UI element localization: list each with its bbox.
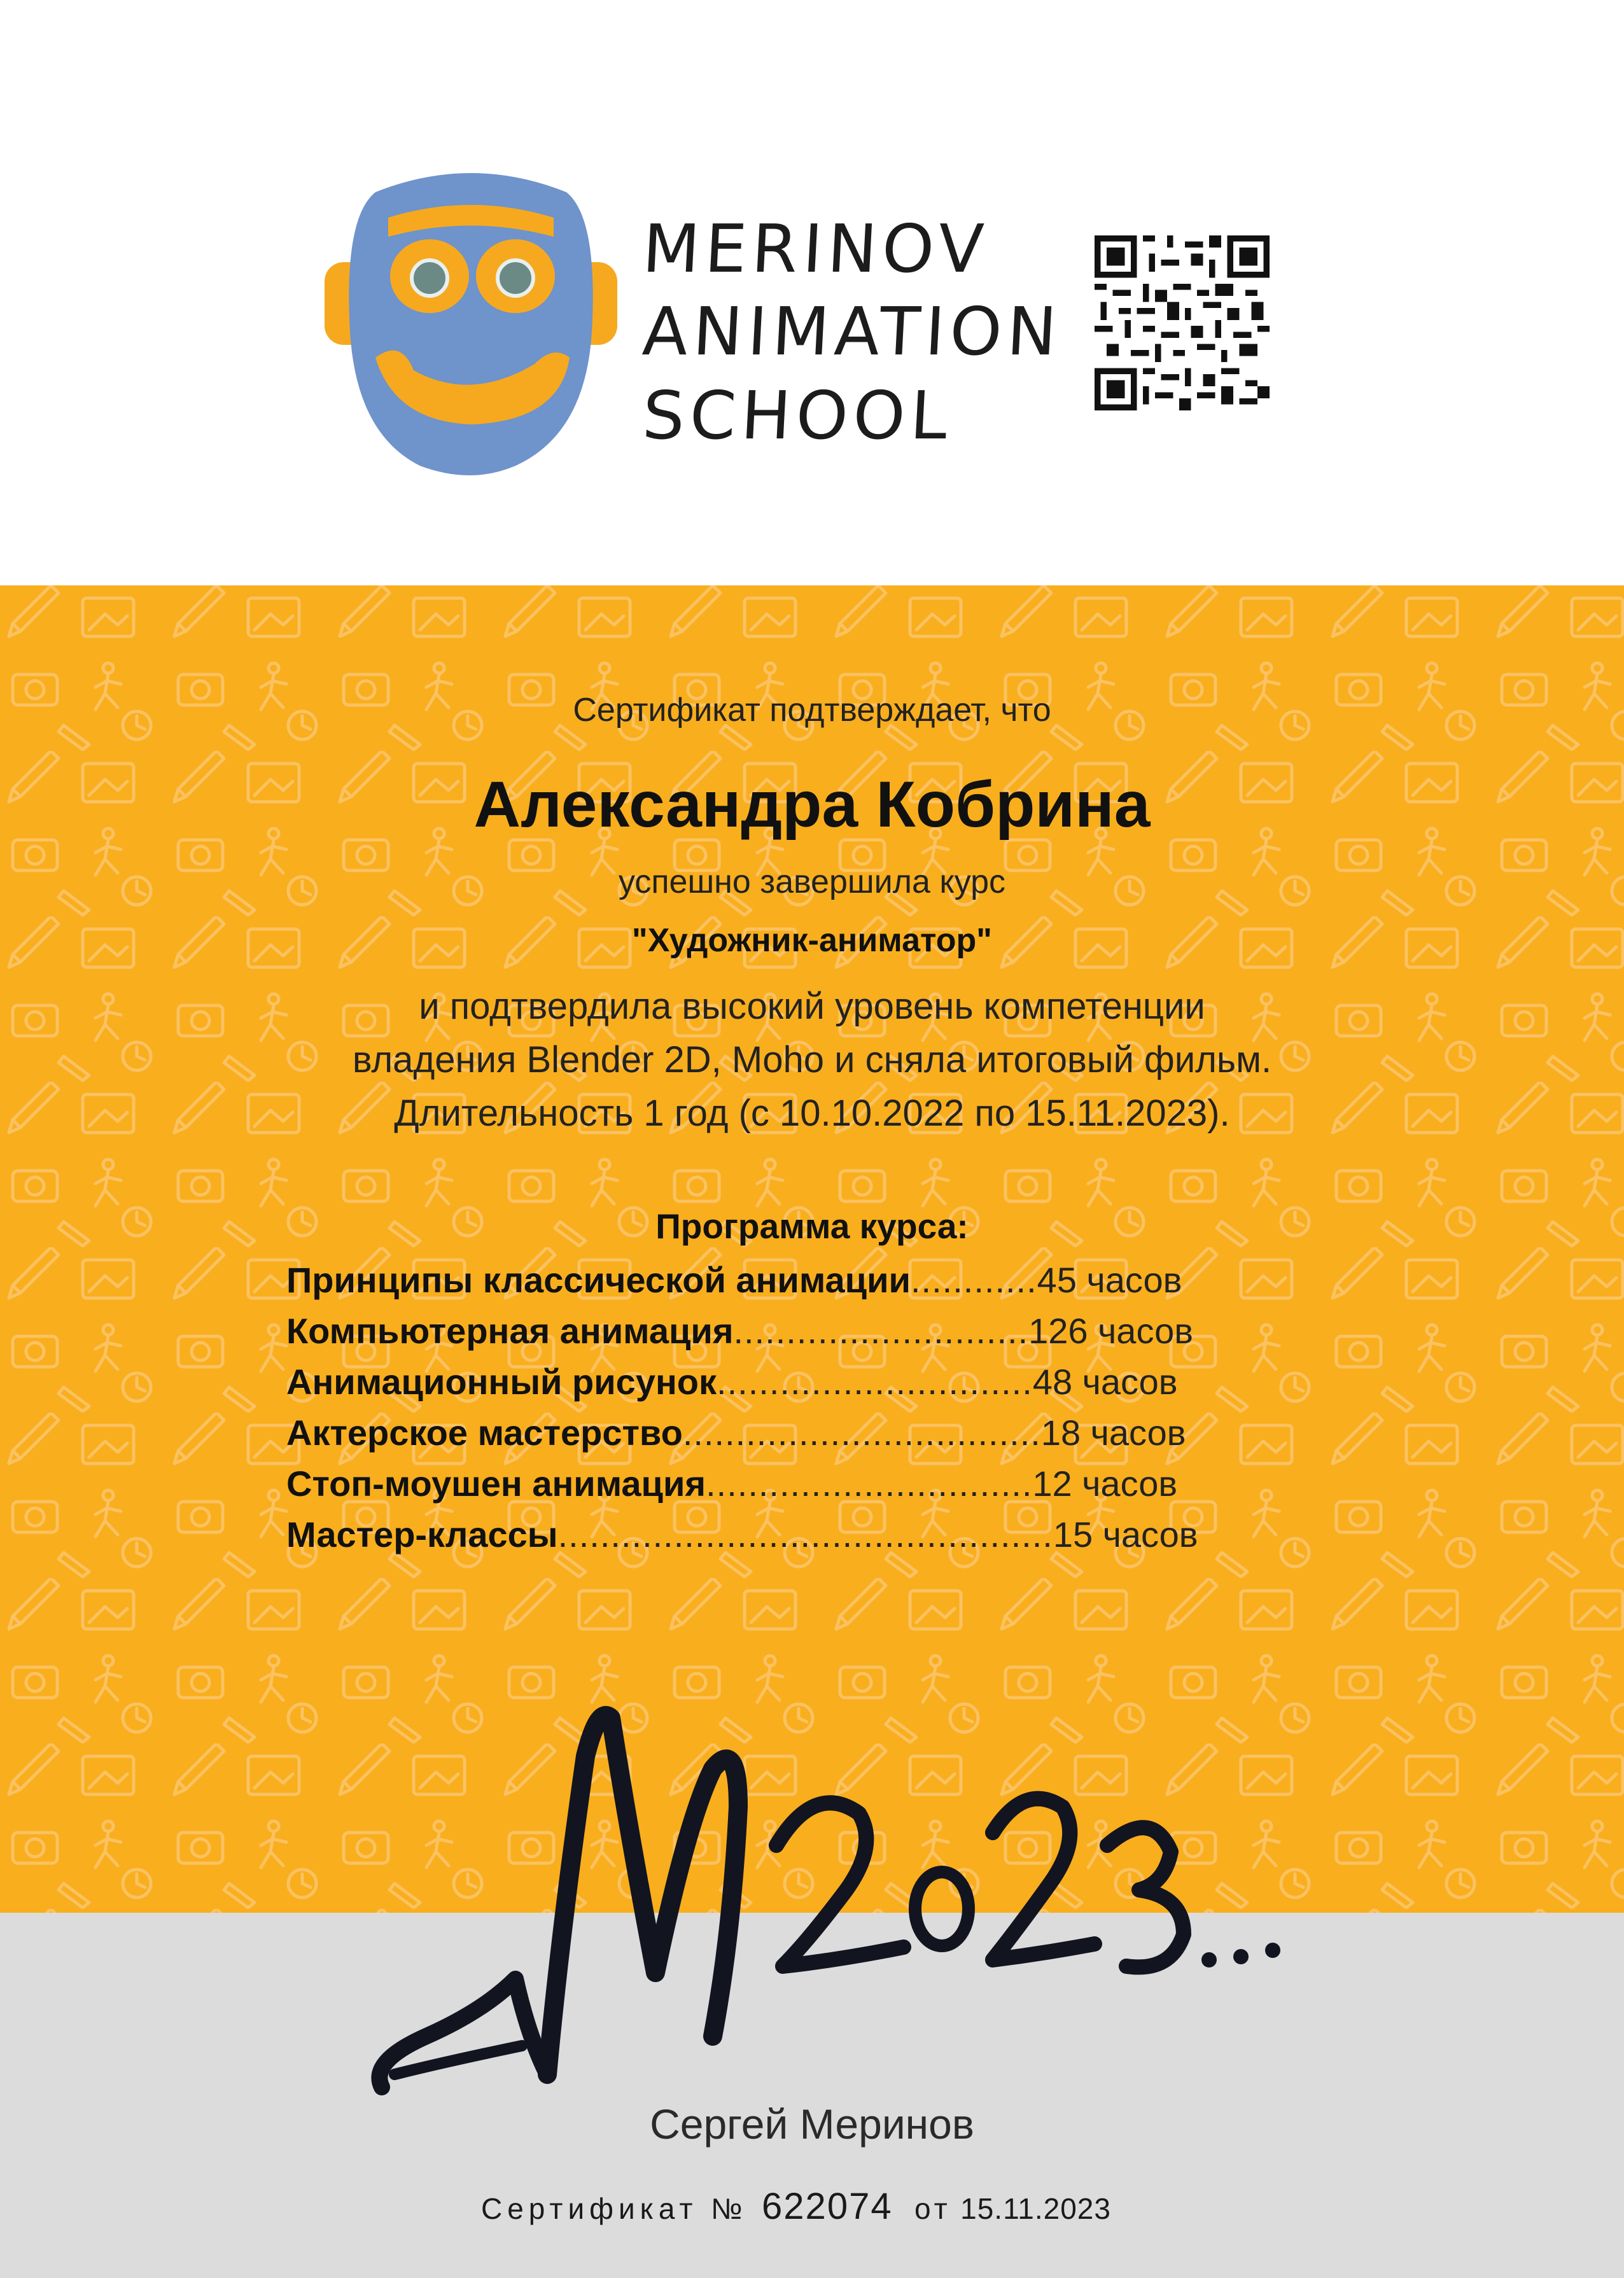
program-item xyxy=(286,1458,1330,1509)
program-item xyxy=(286,1357,1330,1408)
program-item-dots: .............................. xyxy=(717,1362,1033,1402)
program-item xyxy=(286,1255,1330,1306)
program-item-name: Компьютерная анимация xyxy=(286,1311,734,1351)
program-item-hours: 48 часов xyxy=(1032,1362,1178,1402)
completed-text: успешно завершила курс xyxy=(618,863,1006,900)
certificate-number: 622074 xyxy=(762,2186,893,2227)
program-item xyxy=(286,1408,1330,1458)
confirmation-line-2: владения Blender 2D, Moho и сняла итоговый фильм. xyxy=(352,1039,1272,1080)
confirmation-line-1: и подтвердила высокий уровень компетенции xyxy=(419,986,1205,1027)
logo-line-1: MERINOV xyxy=(640,210,991,288)
program-item-name: Стоп-моушен анимация xyxy=(286,1464,706,1504)
program-item-name: Актерское мастерство xyxy=(286,1413,683,1453)
program-item-hours: 45 часов xyxy=(1037,1260,1182,1300)
program-item-name: Мастер-классы xyxy=(286,1514,558,1555)
recipient-name: Александра Кобрина xyxy=(473,768,1151,841)
program-item-name: Принципы классической анимации xyxy=(286,1260,911,1300)
program-item-dots: .................................. xyxy=(682,1413,1041,1453)
program-item-hours: 12 часов xyxy=(1032,1464,1178,1504)
program-item xyxy=(286,1306,1330,1357)
certificate-date: 15.11.2023 xyxy=(960,2192,1111,2225)
program-item-dots: ............................... xyxy=(706,1464,1033,1504)
logo-line-2: ANIMATION xyxy=(640,293,1064,370)
intro-text: Сертификат подтверждает, что xyxy=(573,692,1051,729)
certificate-date-label: от xyxy=(914,2192,951,2225)
program-item-name: Анимационный рисунок xyxy=(286,1362,717,1402)
program-item-dots: ............................................... xyxy=(557,1514,1053,1555)
duration-text: Длительность 1 год (с 10.10.2022 по 15.11.2023). xyxy=(394,1093,1230,1134)
certificate-number-label: Сертификат № xyxy=(481,2192,748,2225)
certificate-number-line xyxy=(481,2185,1111,2228)
logo-line-3: SCHOOL xyxy=(640,377,955,454)
program-item xyxy=(286,1509,1330,1560)
program-item-dots: ............ xyxy=(910,1260,1037,1300)
program-list xyxy=(286,1255,1330,1560)
program-item-hours: 18 часов xyxy=(1040,1413,1186,1453)
handwritten-signature xyxy=(356,1680,1324,2100)
program-item-dots: ............................ xyxy=(733,1311,1029,1351)
program-item-hours: 126 часов xyxy=(1028,1311,1193,1351)
signer-name: Сергей Меринов xyxy=(650,2100,974,2148)
course-title: "Художник-аниматор" xyxy=(632,922,992,959)
program-title: Программа курса: xyxy=(655,1206,969,1246)
program-item-hours: 15 часов xyxy=(1053,1514,1198,1555)
